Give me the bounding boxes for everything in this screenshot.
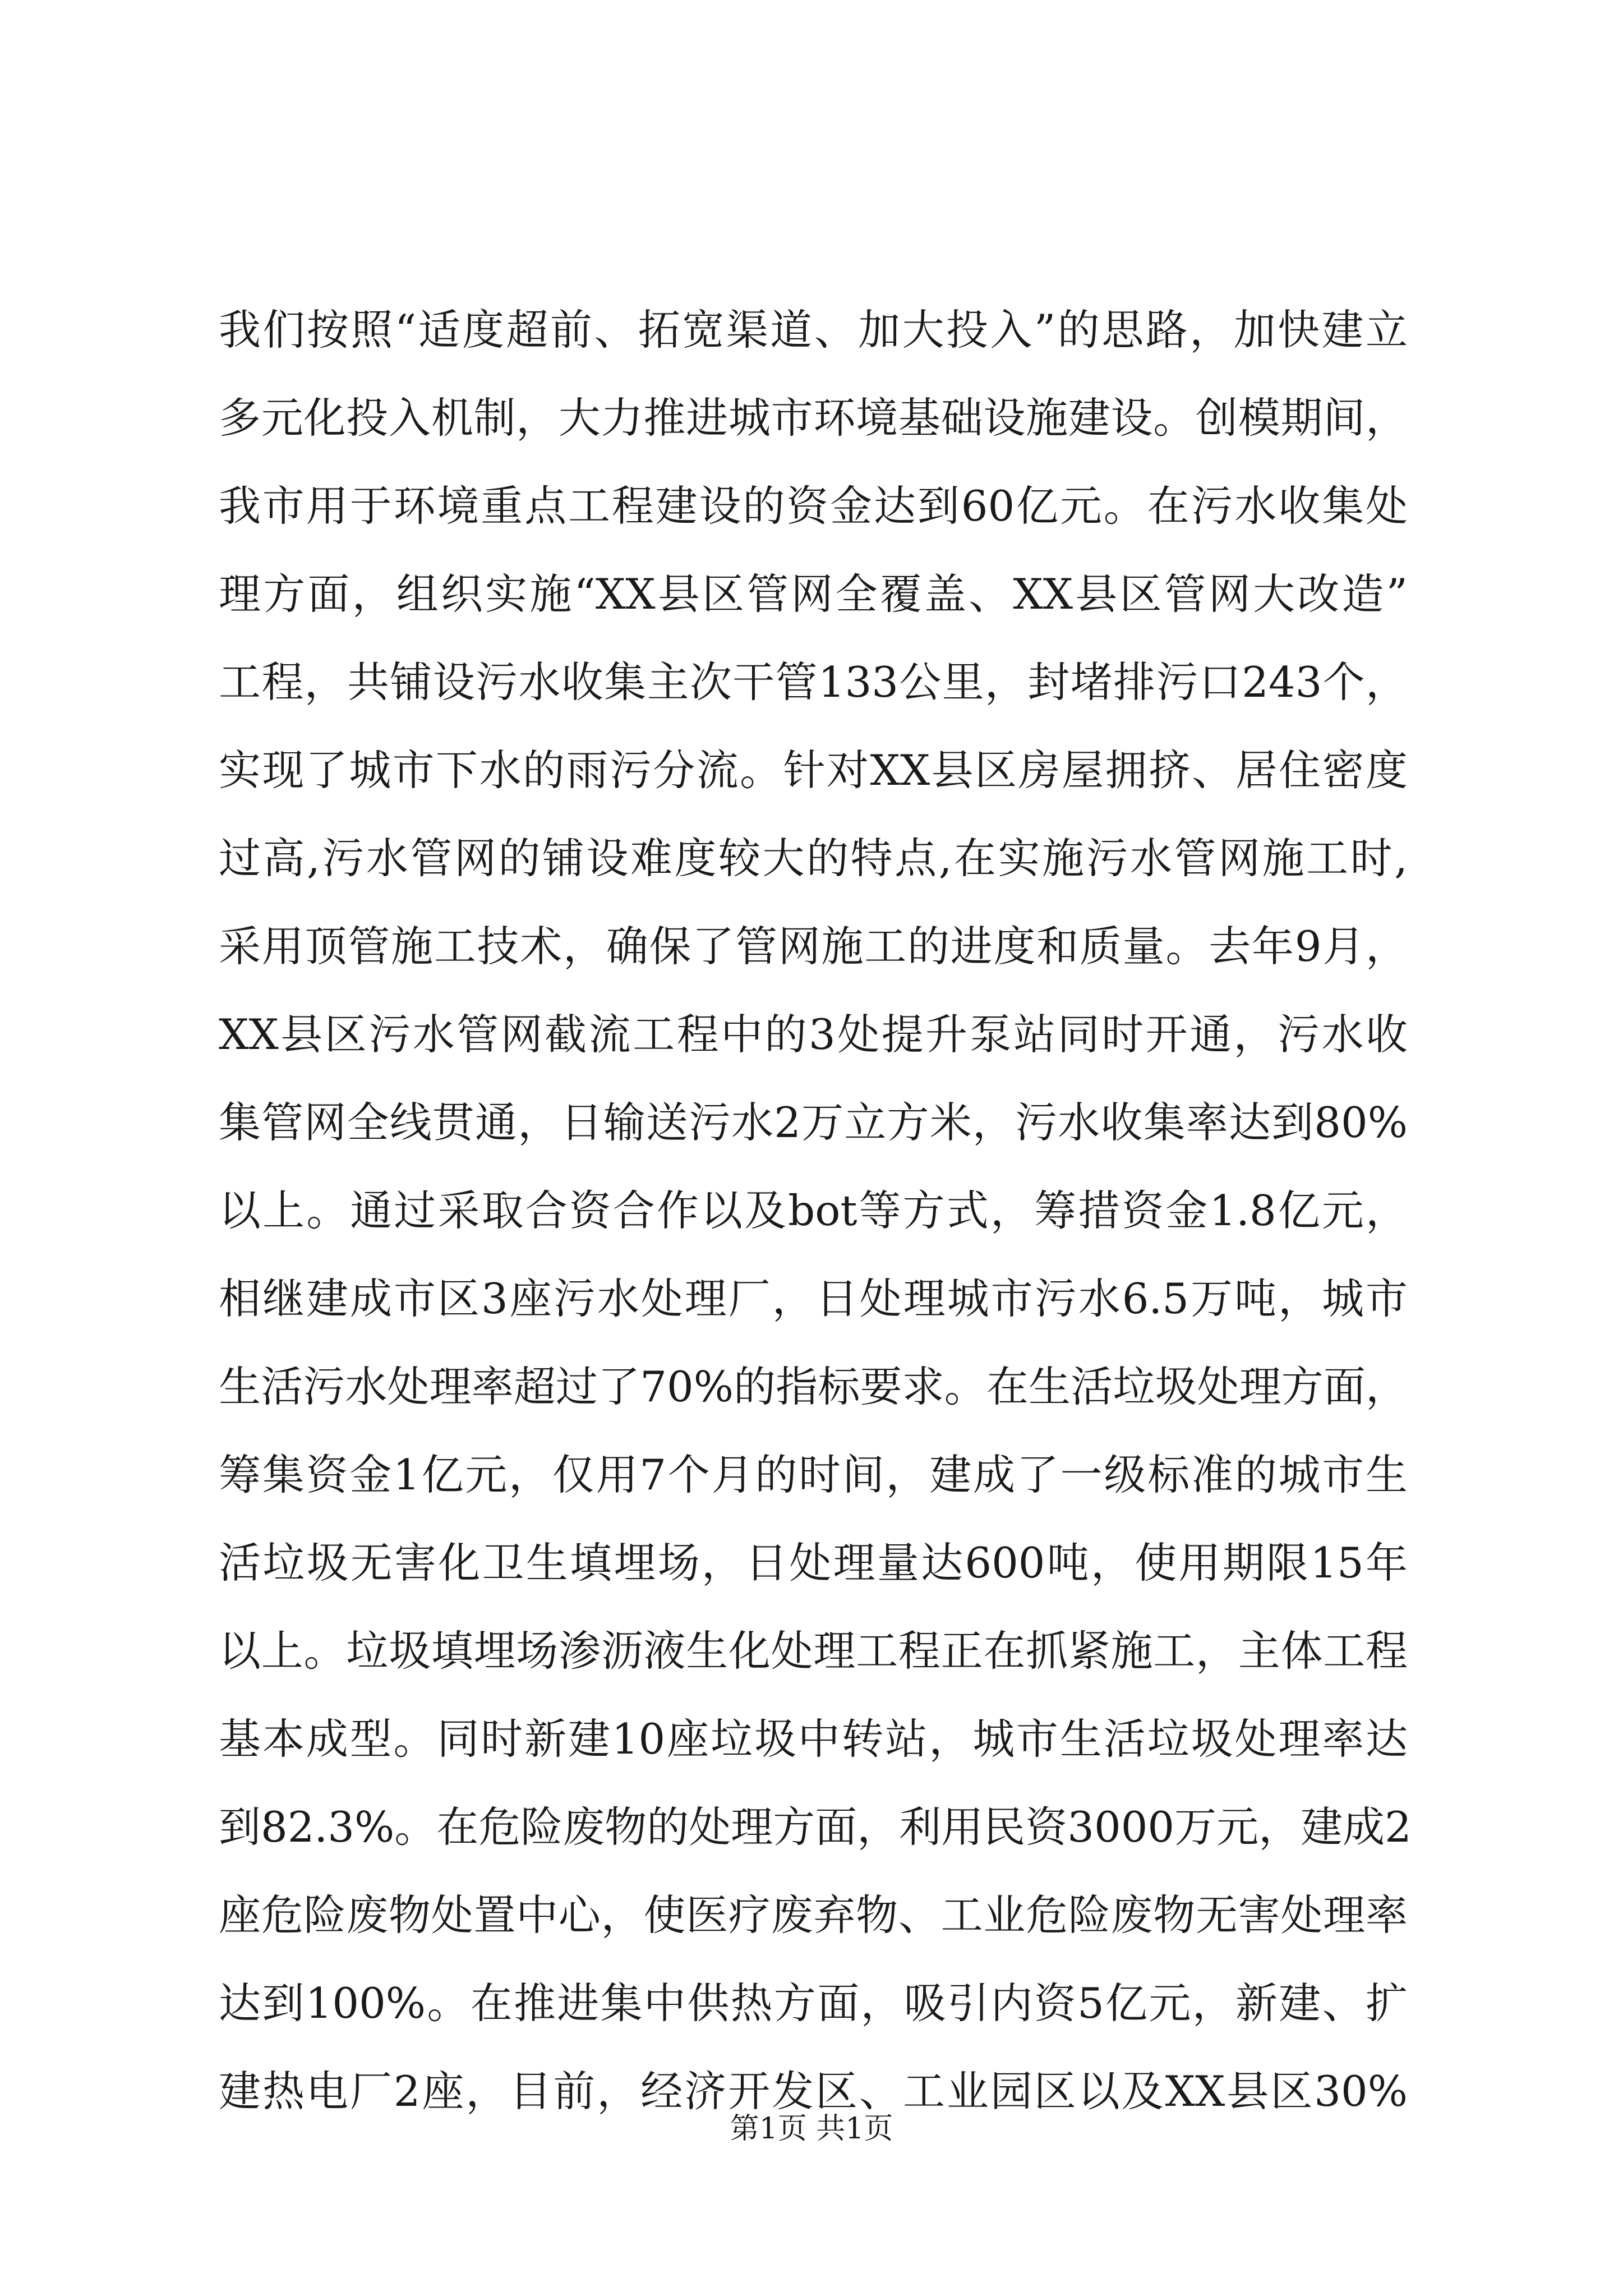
text-line: 工程，共铺设污水收集主次干管133公里，封堵排污口243个， [219, 657, 1408, 707]
text-line: 多元化投入机制，大力推进城市环境基础设施建设。创模期间， [219, 393, 1408, 443]
text-line: 到82.3%。在危险废物的处理方面，利用民资3000万元，建成2 [219, 1802, 1412, 1852]
text-line: 相继建成市区3座污水处理厂，日处理城市污水6.5万吨，城市 [219, 1274, 1408, 1323]
text-line: 以上。垃圾填埋场渗沥液生化处理工程正在抓紧施工，主体工程 [219, 1626, 1408, 1676]
text-line: 我们按照“适度超前、拓宽渠道、加大投入”的思路，加快建立 [219, 305, 1408, 355]
text-line: 筹集资金1亿元，仅用7个月的时间，建成了一级标准的城市生 [219, 1450, 1408, 1499]
text-line: 集管网全线贯通，日输送污水2万立方米，污水收集率达到80% [219, 1098, 1408, 1147]
text-line: 活垃圾无害化卫生填埋场，日处理量达600吨，使用期限15年 [219, 1538, 1408, 1588]
text-line: 达到100%。在推进集中供热方面，吸引内资5亿元，新建、扩 [219, 1978, 1408, 2028]
text-line: XX县区污水管网截流工程中的3处提升泵站同时开通，污水收 [219, 1010, 1408, 1059]
text-line: 以上。通过采取合资合作以及bot等方式，筹措资金1.8亿元， [219, 1186, 1408, 1235]
text-line: 采用顶管施工技术，确保了管网施工的进度和质量。去年9月， [219, 922, 1408, 971]
text-line: 我市用于环境重点工程建设的资金达到60亿元。在污水收集处 [219, 481, 1408, 531]
text-line: 建热电厂2座，目前，经济开发区、工业园区以及XX县区30% [219, 2067, 1408, 2116]
text-line: 座危险废物处置中心，使医疗废弃物、工业危险废物无害处理率 [219, 1890, 1408, 1940]
text-line: 基本成型。同时新建10座垃圾中转站，城市生活垃圾处理率达 [219, 1714, 1408, 1764]
text-line: 理方面，组织实施“XX县区管网全覆盖、XX县区管网大改造” [219, 569, 1408, 619]
body-paragraph [219, 286, 1412, 2136]
text-line: 实现了城市下水的雨污分流。针对XX县区房屋拥挤、居住密度 [219, 746, 1408, 795]
text-line: 过高,污水管网的铺设难度较大的特点,在实施污水管网施工时, [219, 834, 1408, 883]
page-number-footer: 第1页 共1页 [730, 2112, 893, 2146]
text-line: 生活污水处理率超过了70%的指标要求。在生活垃圾处理方面， [219, 1362, 1408, 1411]
